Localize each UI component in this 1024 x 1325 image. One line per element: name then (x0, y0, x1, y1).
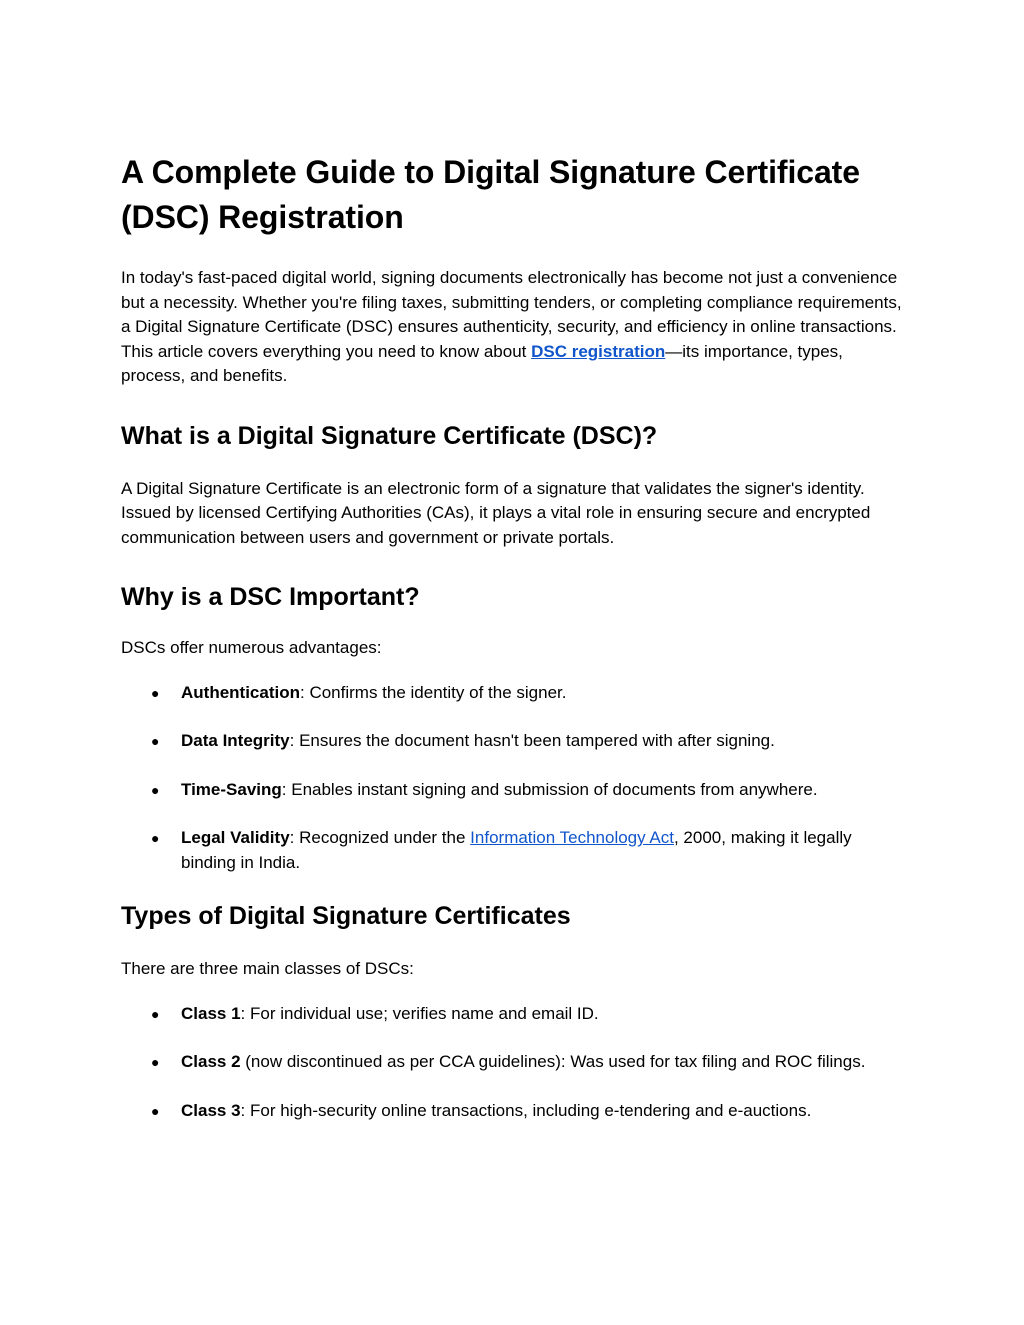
list-item (121, 778, 911, 803)
intro-paragraph (121, 266, 911, 389)
list-item-term: Class 2 (181, 1052, 241, 1071)
list-item (121, 826, 911, 875)
list-item-text: (now discontinued as per CCA guidelines): Was used for tax filing and ROC filings. (240, 1052, 866, 1071)
list-item-text: : Confirms the identity of the signer. (300, 682, 567, 702)
why-intro: DSCs offer numerous advantages: (121, 638, 382, 657)
list-item-text: : Recognized under the (289, 828, 471, 847)
classes-list (121, 1002, 911, 1124)
list-item (121, 1050, 911, 1075)
page-title: A Complete Guide to Digital Signature Certificate (DSC) Registration (121, 154, 860, 235)
what-paragraph: A Digital Signature Certificate is an electronic form of a signature that validates the signer's identity. Issued by licensed Certifying Authorities (CAs), it plays a vital role in ensuring secure and encrypted communication between users and government or private portals. (121, 478, 871, 547)
list-item (121, 681, 911, 706)
list-item (121, 729, 911, 754)
list-item-term: Legal Validity (181, 828, 290, 847)
list-item-text: : For individual use; verifies name and email ID. (240, 1003, 599, 1023)
list-item-term: Class 3 (181, 1100, 241, 1120)
section-heading-what: What is a Digital Signature Certificate (DSC)? (121, 421, 658, 450)
bullet-icon: ● (151, 830, 160, 846)
dsc-registration-link[interactable]: DSC registration (531, 341, 666, 361)
list-item-term: Class 1 (181, 1003, 241, 1023)
document-page (121, 150, 911, 1147)
bullet-icon: ● (151, 1102, 160, 1119)
bullet-icon: ● (151, 1005, 160, 1022)
intro-text: In today's fast-paced digital world, signing documents electronically has become not just a convenience but a necessity. Whether you're filing taxes, submitting tenders, or completing compliance requirements, a Digital Signature Certificate (DSC) ensures authenticity, security, and efficiency in online transactions. This article covers everything you need to know about (121, 268, 902, 361)
list-item-text: : For high-security online transactions, including e-tendering and e-auctions. (240, 1100, 812, 1120)
intro-text-end: —its importance, types, process, and benefits. (121, 341, 843, 385)
bullet-icon: ● (151, 781, 160, 798)
list-item-term: Authentication (181, 682, 300, 702)
section-heading-types: Types of Digital Signature Certificates (121, 902, 571, 930)
section-heading-why: Why is a DSC Important? (121, 583, 420, 611)
types-intro: There are three main classes of DSCs: (121, 959, 414, 978)
list-item-text: : Enables instant signing and submission of documents from anywhere. (281, 779, 818, 799)
list-item-text: : Ensures the document hasn't been tampered with after signing. (289, 731, 775, 750)
list-item-term: Data Integrity (181, 731, 290, 750)
bullet-icon: ● (151, 684, 160, 701)
it-act-link[interactable]: Information Technology Act (470, 828, 674, 847)
list-item-term: Time-Saving (181, 779, 282, 799)
list-item (121, 1002, 911, 1027)
bullet-icon: ● (151, 733, 160, 749)
list-item (121, 1099, 911, 1124)
list-item-text-end: , 2000, making it legally binding in India. (181, 828, 852, 872)
advantages-list (121, 681, 911, 876)
bullet-icon: ● (151, 1054, 160, 1070)
